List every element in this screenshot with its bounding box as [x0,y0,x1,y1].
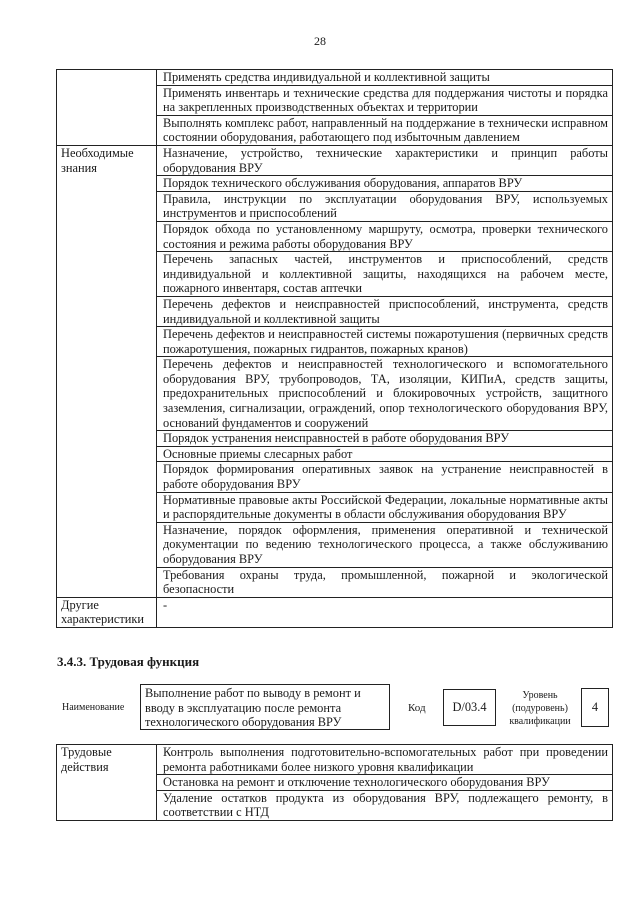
skills-knowledge-table [56,69,613,628]
labor-actions-table [56,744,613,821]
list-item: Выполнять комплекс работ, направленный на поддержание в технически исправном состоянии оборудования, работающего под избыточным давлением [157,115,613,145]
list-item: Правила, инструкции по эксплуатации оборудования ВРУ, используемых инструментов и приспособлений [157,191,613,221]
table-row [57,145,613,175]
list-item: Перечень дефектов и неисправностей системы пожаротушения (первичных средств пожаротушения, пожарных гидрантов, пожарных кранов) [157,327,613,357]
list-item: Основные приемы слесарных работ [157,446,613,462]
name-label: Наименование [62,702,125,713]
code-label: Код [408,702,426,714]
table-row [57,597,613,627]
list-item: Контроль выполнения подготовительно-вспомогательных работ при проведении ремонта работниками более низкого уровня квалификации [157,745,613,775]
row-label-other: Другие характеристики [57,597,157,627]
level-value: 4 [581,688,609,727]
row-label-blank [57,70,157,146]
list-item: - [157,597,613,627]
list-item: Назначение, порядок оформления, применения оперативной и технической документации по ведению технологического процесса, а также обслуживанию оборудования ВРУ [157,522,613,567]
table-row [57,745,613,775]
row-label-knowledge: Необходимые знания [57,145,157,597]
list-item: Порядок обхода по установленному маршруту, осмотра, проверки технического состояния и режима работы оборудования ВРУ [157,221,613,251]
labor-function-header [56,684,616,744]
list-item: Порядок устранения неисправностей в работе оборудования ВРУ [157,431,613,447]
list-item: Нормативные правовые акты Российской Федерации, локальные нормативные акты и распорядительные документы в области обслуживания оборудования ВРУ [157,492,613,522]
table-row [57,70,613,86]
list-item: Требования охраны труда, промышленной, пожарной и экологической безопасности [157,567,613,597]
list-item: Применять средства индивидуальной и коллективной защиты [157,70,613,86]
level-label: Уровень (подуровень) квалификации [509,690,571,727]
list-item: Порядок формирования оперативных заявок на устранение неисправностей в работе оборудования ВРУ [157,462,613,492]
page-number: 28 [314,34,326,48]
row-label-actions: Трудовые действия [57,745,157,821]
list-item: Перечень дефектов и неисправностей технологического и вспомогательного оборудования ВРУ, трубопроводов, ТА, изоляции, КИПиА, средств защиты, предохранительных приспособлений и блокировочных устройств, защитного заземления, сигнализации, ограждений, опор технологического оборудования ВРУ, оснований фундаментов и сооружений [157,357,613,431]
list-item: Перечень дефектов и неисправностей приспособлений, инструмента, средств индивидуальной и коллективной защиты [157,296,613,326]
name-value: Выполнение работ по выводу в ремонт и вводу в эксплуатацию после ремонта технологического оборудования ВРУ [140,684,390,730]
list-item: Назначение, устройство, технические характеристики и принцип работы оборудования ВРУ [157,145,613,175]
code-value: D/03.4 [443,689,496,726]
list-item: Перечень запасных частей, инструментов и приспособлений, средств индивидуальной и коллективной защиты, находящихся на рабочем месте, пожарного инвентаря, состав аптечки [157,252,613,297]
list-item: Удаление остатков продукта из оборудования ВРУ, подлежащего ремонту, в соответствии с НТД [157,790,613,820]
list-item: Остановка на ремонт и отключение технологического оборудования ВРУ [157,775,613,791]
section-heading: 3.4.3. Трудовая функция [57,654,200,669]
list-item: Порядок технического обслуживания оборудования, аппаратов ВРУ [157,176,613,192]
list-item: Применять инвентарь и технические средства для поддержания чистоты и порядка на закрепленных производственных объектах и территории [157,85,613,115]
